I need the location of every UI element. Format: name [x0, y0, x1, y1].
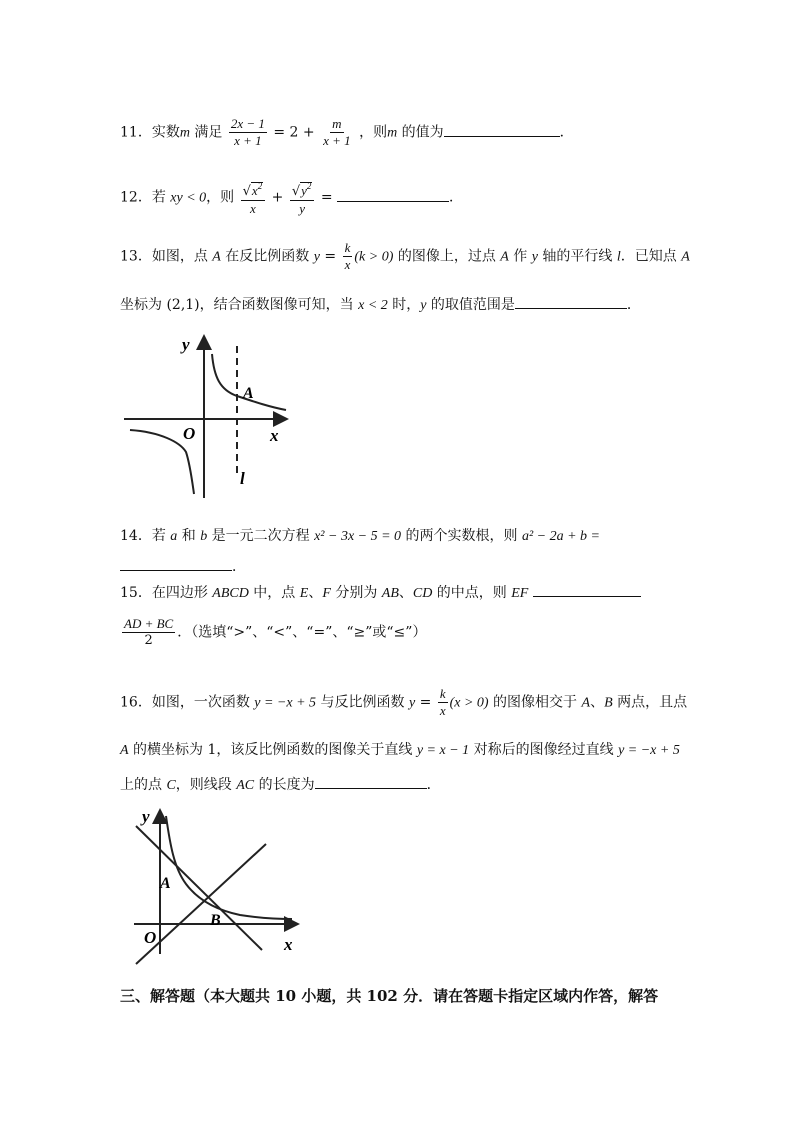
fraction: $\frac{m}{x + 1}$ — [323, 116, 351, 148]
answer-blank[interactable] — [120, 556, 232, 571]
question-16-line-3: 上的点 C，则线段 AC 的长度为 ． — [120, 774, 441, 796]
fraction: $\frac{√x^2}{x}$ — [241, 178, 266, 217]
question-15: 15．在四边形 ABCD 中，点 E、F 分别为 AB、CD 的中点，则 EF — [120, 582, 641, 604]
question-12: 12．若 xy < 0，则 $\frac{√x^2}{x}$ + $\frac{√y^2}{y}$ = ． — [120, 178, 463, 217]
label-O: O — [144, 928, 157, 947]
answer-blank[interactable] — [515, 294, 627, 309]
fraction: $\frac{k}{x}$ — [439, 686, 446, 718]
answer-blank[interactable] — [315, 774, 427, 789]
question-16-line-2: A 的横坐标为 1，该反比例函数的图像关于直线 y = x − 1 对称后的图像经过直线 y = −x + 5 — [120, 742, 680, 758]
label-x: x — [270, 426, 279, 445]
answer-blank[interactable] — [533, 582, 641, 597]
hyperbola — [166, 816, 292, 919]
label-A: A — [160, 875, 171, 892]
label-y: y — [142, 807, 150, 826]
label-l: l — [240, 469, 245, 488]
figure-hyperbola — [120, 332, 295, 502]
label-O: O — [183, 424, 196, 443]
figure-lines-hyperbola — [120, 804, 305, 969]
label-y: y — [182, 335, 190, 354]
question-15-line-2: $\frac{AD + BC}{2}$ ．（选填“>”、“<”、“=”、“≥”或“≤”） — [124, 616, 427, 648]
answer-blank[interactable] — [337, 187, 449, 202]
question-16-line-1: 16．如图，一次函数 y = −x + 5 与反比例函数 y = $\frac{k}{x}$ (x > 0) 的图像相交于 A、B 两点，且点 — [120, 686, 688, 718]
section-3-heading: 三、解答题（本大题共 10 小题，共 102 分．请在答题卡指定区域内作答，解答 — [120, 987, 659, 1005]
question-13-line-1: 13．如图，点 A 在反比例函数 y = $\frac{k}{x}$ (k > 0) 的图像上，过点 A 作 y 轴的平行线 l．已知点 A — [120, 240, 690, 272]
fraction: $\frac{AD + BC}{2}$ — [124, 616, 174, 648]
question-14-blank-line: ． — [120, 556, 246, 577]
question-14: 14．若 a 和 b 是一元二次方程 x² − 3x − 5 = 0 的两个实数根，则 a² − 2a + b = — [120, 528, 601, 544]
fraction: $\frac{√y^2}{y}$ — [290, 178, 315, 217]
label-B: B — [210, 912, 221, 929]
fraction: $\frac{2x - 1}{x + 1}$ — [230, 116, 265, 148]
label-x: x — [284, 935, 293, 954]
label-A: A — [243, 385, 254, 402]
fraction: $\frac{k}{x}$ — [344, 240, 351, 272]
question-13-line-2: 坐标为 (2,1)，结合函数图像可知，当 x < 2 时，y 的取值范围是 ． — [120, 294, 641, 316]
answer-blank[interactable] — [444, 122, 560, 137]
question-11: 11．实数m 满足 $\frac{2x - 1}{x + 1}$ = 2 + $\frac{m}{x + 1}$ ，则m 的值为 ． — [120, 116, 574, 148]
